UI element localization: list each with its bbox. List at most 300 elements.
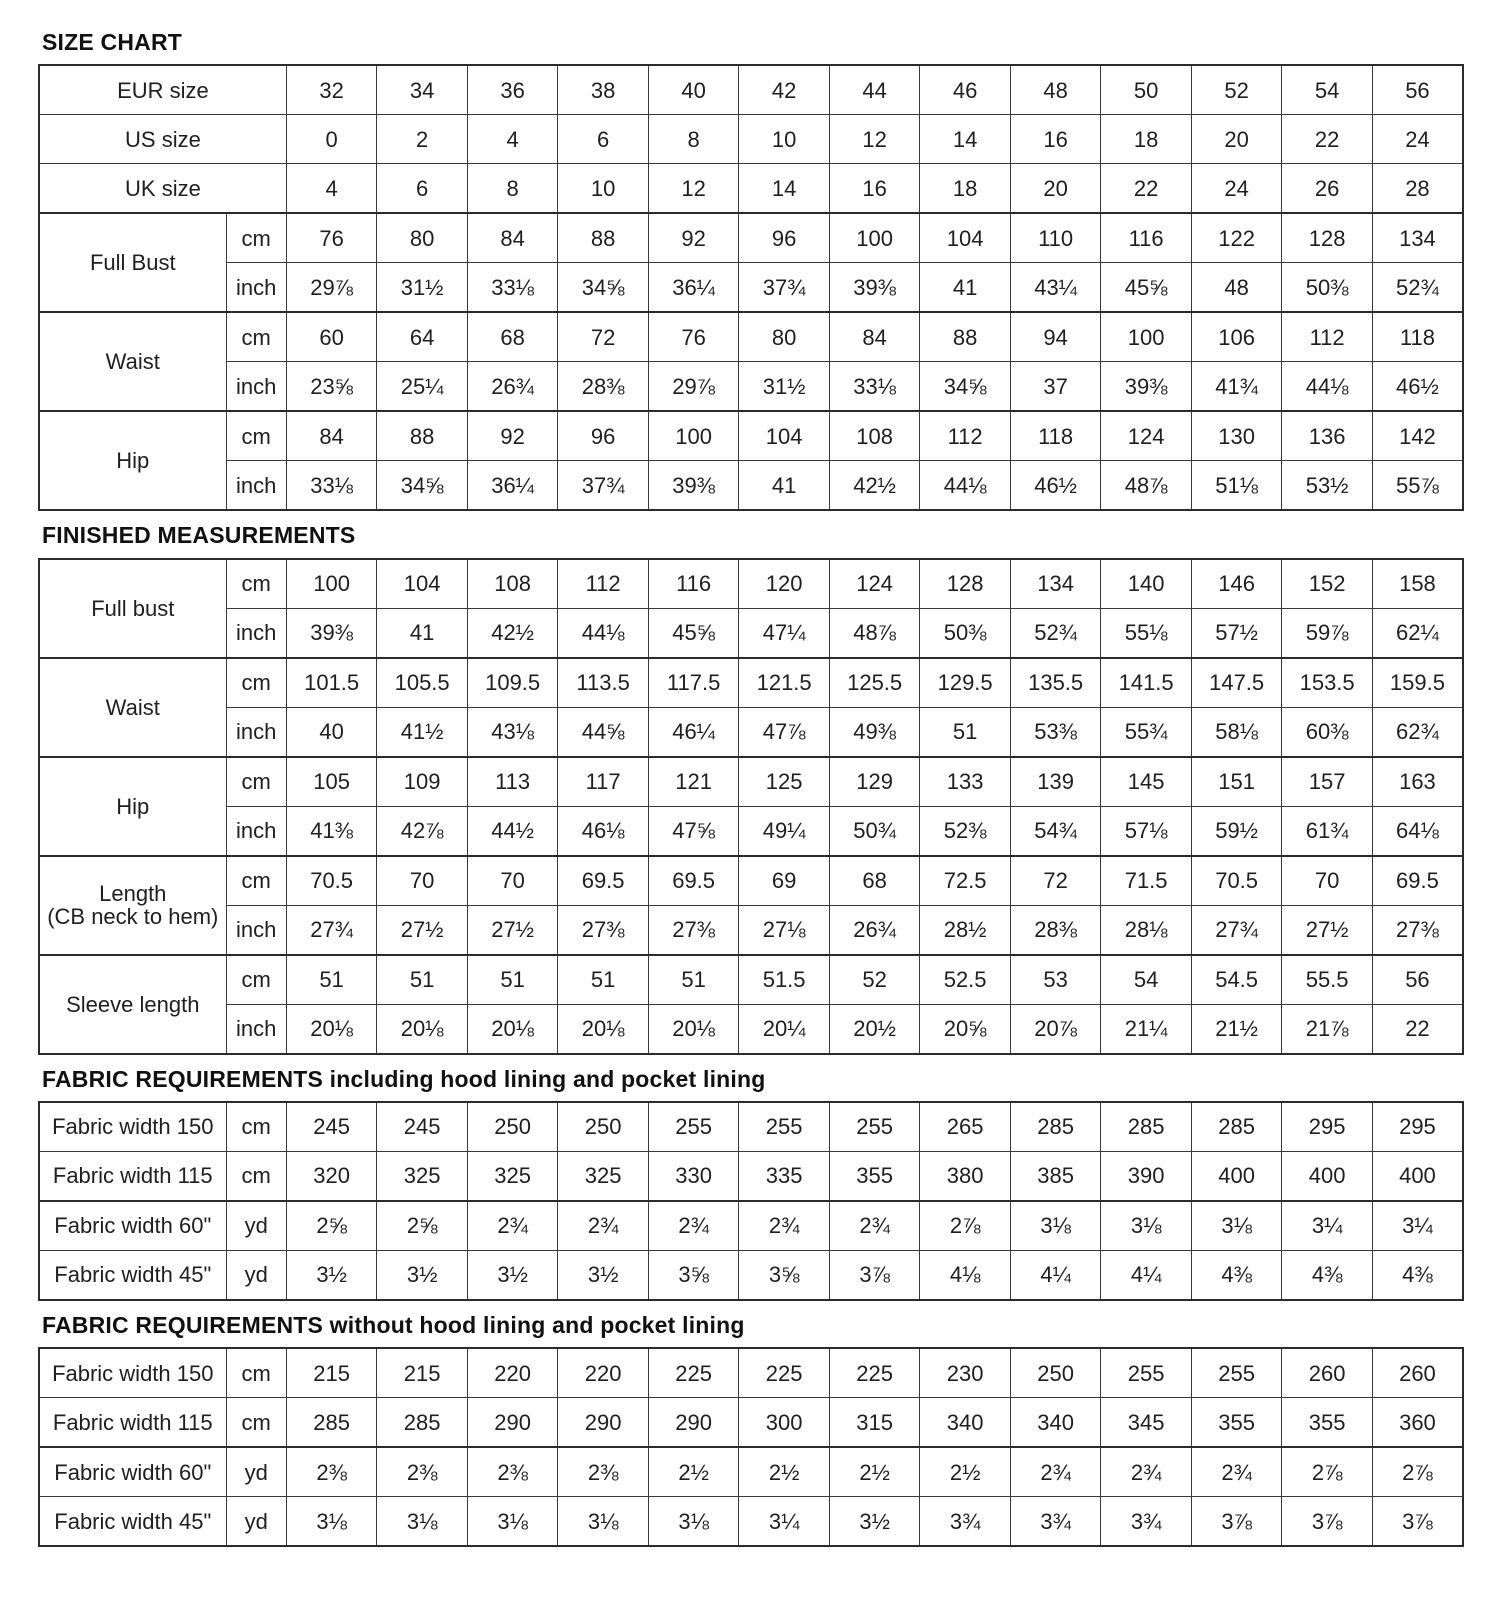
- table-row: [39, 608, 1463, 658]
- cell: 62¾: [1372, 707, 1463, 757]
- section-title-size-chart: SIZE CHART: [42, 29, 182, 55]
- cell: 52⅜: [920, 806, 1011, 856]
- cell: 50⅜: [920, 608, 1011, 658]
- cell: 12: [648, 164, 739, 214]
- cell: 295: [1372, 1102, 1463, 1152]
- cell: 2¾: [1010, 1447, 1101, 1497]
- cell: 128: [920, 559, 1011, 609]
- cell: 2⅞: [1372, 1447, 1463, 1497]
- length-label-line1: Length: [99, 881, 167, 906]
- unit-cm: cm: [226, 955, 286, 1005]
- cell: 70: [1282, 856, 1373, 906]
- cell: 10: [558, 164, 649, 214]
- cell: 49⅜: [829, 707, 920, 757]
- cell: 60: [286, 312, 377, 362]
- table-row: [39, 707, 1463, 757]
- cell: 22: [1282, 115, 1373, 164]
- cell: 130: [1191, 411, 1282, 461]
- cell: 61¾: [1282, 806, 1373, 856]
- table-row: [39, 1004, 1463, 1054]
- cell: 28⅜: [558, 362, 649, 412]
- cell: 112: [920, 411, 1011, 461]
- cell: 31½: [739, 362, 830, 412]
- cell: 325: [467, 1151, 558, 1201]
- unit-cm: cm: [226, 1398, 286, 1448]
- cell: 3¾: [1101, 1497, 1192, 1547]
- table-row: [39, 955, 1463, 1005]
- cell: 3¾: [920, 1497, 1011, 1547]
- cell: 3⅛: [1191, 1201, 1282, 1251]
- cell: 400: [1191, 1151, 1282, 1201]
- cell: 55⅛: [1101, 608, 1192, 658]
- cell: 134: [1372, 213, 1463, 263]
- cell: 49¼: [739, 806, 830, 856]
- cell: 54: [1282, 65, 1373, 115]
- cell: 92: [467, 411, 558, 461]
- cell: 113: [467, 757, 558, 807]
- cell: 27¾: [286, 905, 377, 955]
- cell: 62¼: [1372, 608, 1463, 658]
- cell: 20⅛: [648, 1004, 739, 1054]
- cell: 27⅜: [648, 905, 739, 955]
- finished-measurements-table: [38, 558, 1464, 1055]
- cell: 3⅛: [558, 1497, 649, 1547]
- cell: 33⅛: [467, 263, 558, 313]
- cell: 2¾: [648, 1201, 739, 1251]
- row-label-eur-size: EUR size: [39, 65, 286, 115]
- table-row: [39, 1398, 1463, 1448]
- cell: 105.5: [377, 658, 468, 708]
- cell: 41: [377, 608, 468, 658]
- cell: 295: [1282, 1102, 1373, 1152]
- cell: 2½: [920, 1447, 1011, 1497]
- cell: 59⅞: [1282, 608, 1373, 658]
- cell: 22: [1372, 1004, 1463, 1054]
- cell: 116: [1101, 213, 1192, 263]
- cell: 2⅞: [920, 1201, 1011, 1251]
- table-row: [39, 1102, 1463, 1152]
- fabric-with-lining-table-wrapper: [38, 1101, 1464, 1301]
- unit-inch: inch: [226, 1004, 286, 1054]
- cell: 27¾: [1191, 905, 1282, 955]
- cell: 100: [829, 213, 920, 263]
- table-row: [39, 312, 1463, 362]
- cell: 51⅛: [1191, 461, 1282, 511]
- table-row: [39, 1201, 1463, 1251]
- cell: 250: [558, 1102, 649, 1152]
- section-title-finished-measurements: FINISHED MEASUREMENTS: [42, 522, 356, 549]
- row-label-fm-hip: Hip: [39, 757, 226, 856]
- cell: 33⅛: [286, 461, 377, 511]
- cell: 225: [648, 1348, 739, 1398]
- cell: 51: [558, 955, 649, 1005]
- cell: 3⅝: [739, 1250, 830, 1300]
- cell: 39⅜: [648, 461, 739, 511]
- cell: 112: [558, 559, 649, 609]
- cell: 58⅛: [1191, 707, 1282, 757]
- cell: 3⅛: [286, 1497, 377, 1547]
- cell: 135.5: [1010, 658, 1101, 708]
- cell: 116: [648, 559, 739, 609]
- cell: 108: [467, 559, 558, 609]
- cell: 113.5: [558, 658, 649, 708]
- size-chart-table: [38, 64, 1464, 511]
- cell: 50¾: [829, 806, 920, 856]
- cell: 152: [1282, 559, 1373, 609]
- cell: 290: [558, 1398, 649, 1448]
- cell: 56: [1372, 65, 1463, 115]
- table-row: [39, 65, 1463, 115]
- cell: 112: [1282, 312, 1373, 362]
- cell: 121: [648, 757, 739, 807]
- cell: 51: [648, 955, 739, 1005]
- cell: 3⅝: [648, 1250, 739, 1300]
- cell: 220: [467, 1348, 558, 1398]
- unit-cm: cm: [226, 411, 286, 461]
- cell: 345: [1101, 1398, 1192, 1448]
- section-title-fabric-without-lining: FABRIC REQUIREMENTS without hood lining and pocket lining: [42, 1311, 745, 1338]
- cell: 37¾: [739, 263, 830, 313]
- cell: 20⅛: [286, 1004, 377, 1054]
- cell: 27⅛: [739, 905, 830, 955]
- cell: 109: [377, 757, 468, 807]
- cell: 121.5: [739, 658, 830, 708]
- cell: 285: [1010, 1102, 1101, 1152]
- unit-inch: inch: [226, 461, 286, 511]
- cell: 4¼: [1010, 1250, 1101, 1300]
- cell: 3⅛: [377, 1497, 468, 1547]
- cell: 105: [286, 757, 377, 807]
- cell: 69.5: [1372, 856, 1463, 906]
- cell: 360: [1372, 1398, 1463, 1448]
- finished-measurements-table-wrapper: [38, 558, 1464, 1055]
- row-label-full-bust: Full Bust: [39, 213, 226, 312]
- cell: 70: [467, 856, 558, 906]
- unit-yd: yd: [226, 1201, 286, 1251]
- cell: 50⅜: [1282, 263, 1373, 313]
- cell: 59½: [1191, 806, 1282, 856]
- cell: 20: [1191, 115, 1282, 164]
- cell: 260: [1282, 1348, 1373, 1398]
- cell: 8: [467, 164, 558, 214]
- cell: 44½: [467, 806, 558, 856]
- cell: 24: [1372, 115, 1463, 164]
- cell: 108: [829, 411, 920, 461]
- cell: 2⅜: [558, 1447, 649, 1497]
- cell: 27½: [1282, 905, 1373, 955]
- cell: 145: [1101, 757, 1192, 807]
- cell: 285: [286, 1398, 377, 1448]
- cell: 14: [739, 164, 830, 214]
- cell: 41: [920, 263, 1011, 313]
- cell: 47⅝: [648, 806, 739, 856]
- cell: 28½: [920, 905, 1011, 955]
- cell: 48⅞: [1101, 461, 1192, 511]
- cell: 76: [286, 213, 377, 263]
- cell: 53½: [1282, 461, 1373, 511]
- row-label-fabric-width-60: Fabric width 60": [39, 1447, 226, 1497]
- cell: 18: [920, 164, 1011, 214]
- row-label-fm-waist: Waist: [39, 658, 226, 757]
- cell: 42½: [829, 461, 920, 511]
- cell: 16: [1010, 115, 1101, 164]
- cell: 3⅛: [1010, 1201, 1101, 1251]
- cell: 44⅛: [1282, 362, 1373, 412]
- cell: 70: [377, 856, 468, 906]
- unit-inch: inch: [226, 608, 286, 658]
- unit-cm: cm: [226, 856, 286, 906]
- row-label-uk-size: UK size: [39, 164, 286, 214]
- cell: 117.5: [648, 658, 739, 708]
- row-label-fabric-width-45: Fabric width 45": [39, 1497, 226, 1547]
- cell: 2½: [739, 1447, 830, 1497]
- table-row: [39, 1250, 1463, 1300]
- cell: 4⅜: [1191, 1250, 1282, 1300]
- cell: 139: [1010, 757, 1101, 807]
- cell: 42⅞: [377, 806, 468, 856]
- cell: 153.5: [1282, 658, 1373, 708]
- table-row: [39, 164, 1463, 214]
- cell: 27⅜: [1372, 905, 1463, 955]
- cell: 3⅛: [1101, 1201, 1192, 1251]
- cell: 255: [829, 1102, 920, 1152]
- cell: 80: [377, 213, 468, 263]
- cell: 6: [377, 164, 468, 214]
- cell: 46: [920, 65, 1011, 115]
- cell: 55.5: [1282, 955, 1373, 1005]
- cell: 245: [286, 1102, 377, 1152]
- unit-inch: inch: [226, 707, 286, 757]
- table-row: [39, 461, 1463, 511]
- cell: 125: [739, 757, 830, 807]
- cell: 2¾: [739, 1201, 830, 1251]
- size-chart-table-wrapper: [38, 64, 1464, 511]
- cell: 18: [1101, 115, 1192, 164]
- cell: 380: [920, 1151, 1011, 1201]
- cell: 71.5: [1101, 856, 1192, 906]
- cell: 134: [1010, 559, 1101, 609]
- cell: 80: [739, 312, 830, 362]
- cell: 285: [1191, 1102, 1282, 1152]
- cell: 142: [1372, 411, 1463, 461]
- unit-cm: cm: [226, 312, 286, 362]
- cell: 68: [467, 312, 558, 362]
- cell: 20⅛: [467, 1004, 558, 1054]
- cell: 133: [920, 757, 1011, 807]
- cell: 68: [829, 856, 920, 906]
- cell: 69: [739, 856, 830, 906]
- cell: 230: [920, 1348, 1011, 1398]
- unit-inch: inch: [226, 263, 286, 313]
- cell: 69.5: [558, 856, 649, 906]
- cell: 50: [1101, 65, 1192, 115]
- cell: 100: [648, 411, 739, 461]
- cell: 285: [1101, 1102, 1192, 1152]
- cell: 51: [920, 707, 1011, 757]
- cell: 76: [648, 312, 739, 362]
- unit-cm: cm: [226, 658, 286, 708]
- cell: 52.5: [920, 955, 1011, 1005]
- cell: 325: [558, 1151, 649, 1201]
- cell: 36¼: [467, 461, 558, 511]
- cell: 34⅝: [377, 461, 468, 511]
- unit-cm: cm: [226, 757, 286, 807]
- cell: 4⅜: [1372, 1250, 1463, 1300]
- cell: 2⅞: [1282, 1447, 1373, 1497]
- cell: 41: [739, 461, 830, 511]
- cell: 3¼: [1372, 1201, 1463, 1251]
- cell: 8: [648, 115, 739, 164]
- cell: 88: [558, 213, 649, 263]
- cell: 2¾: [1101, 1447, 1192, 1497]
- cell: 37: [1010, 362, 1101, 412]
- cell: 69.5: [648, 856, 739, 906]
- cell: 146: [1191, 559, 1282, 609]
- cell: 124: [829, 559, 920, 609]
- cell: 2¾: [558, 1201, 649, 1251]
- cell: 28: [1372, 164, 1463, 214]
- cell: 355: [1191, 1398, 1282, 1448]
- cell: 3⅞: [1372, 1497, 1463, 1547]
- cell: 43⅛: [467, 707, 558, 757]
- unit-yd: yd: [226, 1250, 286, 1300]
- cell: 315: [829, 1398, 920, 1448]
- cell: 335: [739, 1151, 830, 1201]
- cell: 330: [648, 1151, 739, 1201]
- cell: 28⅛: [1101, 905, 1192, 955]
- cell: 125.5: [829, 658, 920, 708]
- cell: 51: [467, 955, 558, 1005]
- cell: 355: [829, 1151, 920, 1201]
- cell: 2½: [829, 1447, 920, 1497]
- cell: 2⅝: [377, 1201, 468, 1251]
- section-title-fabric-with-lining: FABRIC REQUIREMENTS including hood lining and pocket lining: [42, 1065, 766, 1092]
- cell: 109.5: [467, 658, 558, 708]
- cell: 20¼: [739, 1004, 830, 1054]
- table-row: [39, 411, 1463, 461]
- row-label-fabric-width-45: Fabric width 45": [39, 1250, 226, 1300]
- row-label-fm-full-bust: Full bust: [39, 559, 226, 658]
- cell: 54¾: [1010, 806, 1101, 856]
- cell: 255: [648, 1102, 739, 1152]
- cell: 355: [1282, 1398, 1373, 1448]
- cell: 94: [1010, 312, 1101, 362]
- cell: 300: [739, 1398, 830, 1448]
- cell: 250: [467, 1102, 558, 1152]
- cell: 60⅜: [1282, 707, 1373, 757]
- cell: 129.5: [920, 658, 1011, 708]
- cell: 4: [467, 115, 558, 164]
- cell: 117: [558, 757, 649, 807]
- cell: 25¼: [377, 362, 468, 412]
- cell: 31½: [377, 263, 468, 313]
- cell: 55¾: [1101, 707, 1192, 757]
- cell: 44⅝: [558, 707, 649, 757]
- cell: 128: [1282, 213, 1373, 263]
- cell: 52¾: [1372, 263, 1463, 313]
- cell: 260: [1372, 1348, 1463, 1398]
- cell: 26: [1282, 164, 1373, 214]
- cell: 34⅝: [920, 362, 1011, 412]
- cell: 37¾: [558, 461, 649, 511]
- cell: 104: [739, 411, 830, 461]
- unit-cm: cm: [226, 213, 286, 263]
- table-row: [39, 757, 1463, 807]
- cell: 10: [739, 115, 830, 164]
- cell: 340: [920, 1398, 1011, 1448]
- unit-cm: cm: [226, 559, 286, 609]
- cell: 72: [558, 312, 649, 362]
- cell: 84: [829, 312, 920, 362]
- cell: 40: [286, 707, 377, 757]
- unit-cm: cm: [226, 1151, 286, 1201]
- cell: 14: [920, 115, 1011, 164]
- cell: 39⅜: [286, 608, 377, 658]
- table-row: [39, 559, 1463, 609]
- cell: 400: [1372, 1151, 1463, 1201]
- cell: 45⅝: [648, 608, 739, 658]
- cell: 3½: [377, 1250, 468, 1300]
- cell: 3½: [467, 1250, 558, 1300]
- cell: 54.5: [1191, 955, 1282, 1005]
- cell: 290: [648, 1398, 739, 1448]
- cell: 163: [1372, 757, 1463, 807]
- cell: 64⅛: [1372, 806, 1463, 856]
- cell: 2½: [648, 1447, 739, 1497]
- cell: 51.5: [739, 955, 830, 1005]
- cell: 48⅞: [829, 608, 920, 658]
- cell: 215: [286, 1348, 377, 1398]
- cell: 70.5: [286, 856, 377, 906]
- cell: 29⅞: [286, 263, 377, 313]
- cell: 41⅜: [286, 806, 377, 856]
- unit-cm: cm: [226, 1348, 286, 1398]
- cell: 2¾: [829, 1201, 920, 1251]
- row-label-sleeve-length: Sleeve length: [39, 955, 226, 1054]
- fabric-with-lining-table: [38, 1101, 1464, 1301]
- cell: 46½: [1010, 461, 1101, 511]
- cell: 118: [1372, 312, 1463, 362]
- cell: 26¾: [467, 362, 558, 412]
- cell: 20⅛: [558, 1004, 649, 1054]
- cell: 57⅛: [1101, 806, 1192, 856]
- cell: 20⅞: [1010, 1004, 1101, 1054]
- cell: 3¼: [1282, 1201, 1373, 1251]
- table-row: [39, 1348, 1463, 1398]
- cell: 106: [1191, 312, 1282, 362]
- cell: 20: [1010, 164, 1101, 214]
- table-row: [39, 806, 1463, 856]
- cell: 72.5: [920, 856, 1011, 906]
- cell: 101.5: [286, 658, 377, 708]
- cell: 88: [377, 411, 468, 461]
- cell: 57½: [1191, 608, 1282, 658]
- cell: 120: [739, 559, 830, 609]
- cell: 20⅛: [377, 1004, 468, 1054]
- cell: 320: [286, 1151, 377, 1201]
- cell: 3⅛: [467, 1497, 558, 1547]
- unit-inch: inch: [226, 806, 286, 856]
- length-label-line2: (CB neck to hem): [47, 904, 219, 930]
- cell: 44⅛: [558, 608, 649, 658]
- cell: 52¾: [1010, 608, 1101, 658]
- table-row: [39, 362, 1463, 412]
- cell: 39⅜: [829, 263, 920, 313]
- cell: 41½: [377, 707, 468, 757]
- cell: 96: [558, 411, 649, 461]
- cell: 285: [377, 1398, 468, 1448]
- row-label-fabric-width-150: Fabric width 150: [39, 1102, 226, 1152]
